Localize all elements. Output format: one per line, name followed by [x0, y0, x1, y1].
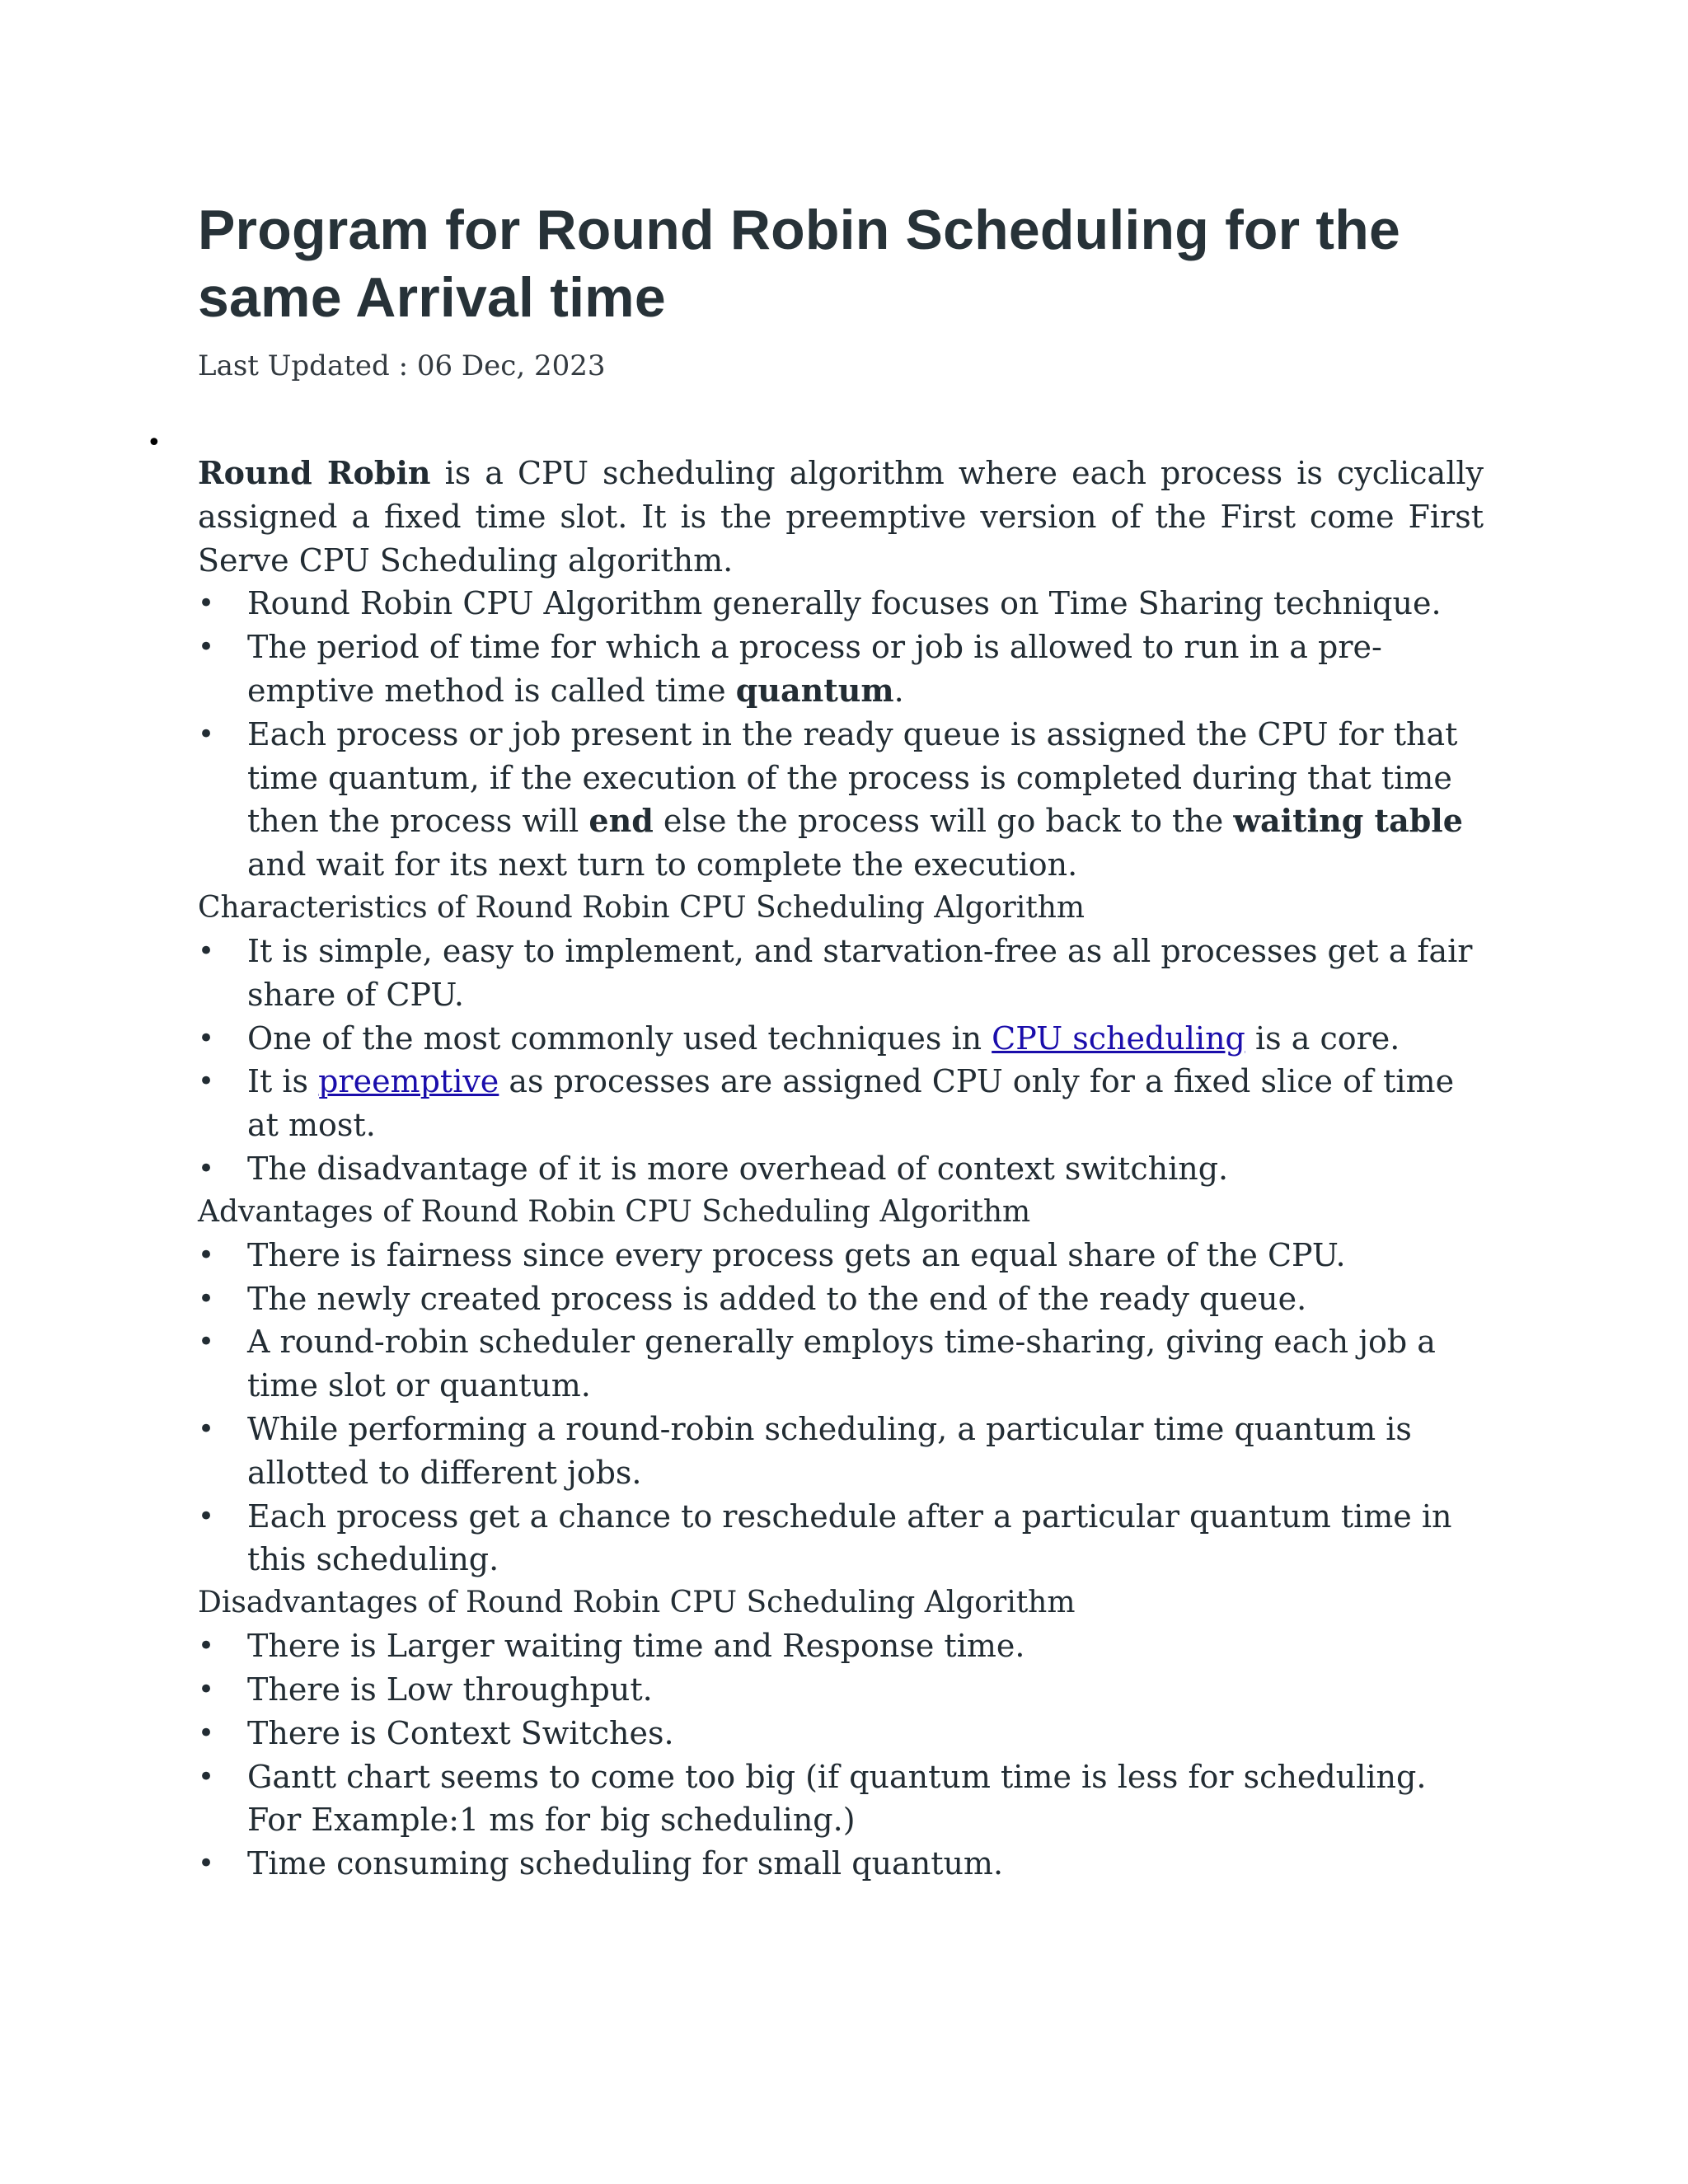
characteristics-heading: Characteristics of Round Robin CPU Scheduling Algorithm: [198, 890, 1085, 925]
list-item-text: Round Robin CPU Algorithm generally focuses on Time Sharing technique.: [247, 585, 1442, 622]
list-item-text: It is: [247, 1063, 319, 1100]
list-item: [198, 1060, 1484, 1147]
page-title: Program for Round Robin Scheduling for the same Arrival time: [198, 199, 1401, 329]
intro-text: is a CPU scheduling algorithm where each process is cyclically assigned a fixed time slot. It is the preemptive version of the First come First Serve CPU Scheduling algorithm.: [198, 455, 1484, 579]
list-item-text: Each process or job present in the ready queue is assigned the CPU for that time quantum, if the execution of the process is completed during that time then the process will: [247, 715, 1458, 840]
list-item: • Time consuming scheduling for small quantum.: [198, 1842, 1484, 1886]
list-item-text: as processes are assigned CPU only for a fixed slice of time at most.: [247, 1063, 1455, 1144]
list-item: • Each process get a chance to reschedule after a particular quantum time in this scheduling.: [198, 1495, 1484, 1582]
list-item: • There is Larger waiting time and Response time.: [198, 1624, 1484, 1668]
list-item: • There is fairness since every process gets an equal share of the CPU.: [198, 1234, 1484, 1277]
disadvantages-list: [198, 1624, 1484, 1886]
list-item: [198, 1147, 1484, 1191]
list-item-text: and wait for its next turn to complete the execution.: [247, 846, 1078, 883]
list-item: • A round-robin scheduler generally employs time-sharing, giving each job a time slot or quantum.: [198, 1320, 1484, 1408]
list-item-text: The period of time for which a process or job is allowed to run in a pre-emptive method is called time: [247, 629, 1382, 709]
last-updated-date: Last Updated : 06 Dec, 2023: [198, 349, 606, 382]
list-item-text: One of the most commonly used techniques in: [247, 1019, 992, 1057]
cpu-scheduling-link[interactable]: CPU scheduling: [992, 1019, 1245, 1057]
list-item: [198, 626, 1484, 713]
list-item-bold: end: [588, 802, 654, 840]
list-item-text: else the process will go back to the: [653, 803, 1234, 840]
intro-bold-term: Round Robin: [198, 454, 431, 491]
list-item-text: The disadvantage of it is more overhead of context switching.: [247, 1150, 1229, 1187]
list-item: [198, 713, 1484, 887]
list-item: [198, 930, 1484, 1017]
list-item: [198, 582, 1484, 626]
list-item: • The newly created process is added to the end of the ready queue.: [198, 1277, 1484, 1321]
preemptive-link[interactable]: preemptive: [318, 1063, 499, 1100]
list-item-text: .: [893, 672, 904, 709]
disadvantages-heading: Disadvantages of Round Robin CPU Scheduling Algorithm: [198, 1586, 1076, 1620]
list-item-text: It is simple, easy to implement, and starvation-free as all processes get a fair share of CPU.: [247, 932, 1473, 1013]
list-item: • There is Context Switches.: [198, 1712, 1484, 1755]
list-item-bold: quantum: [735, 671, 894, 709]
list-item: • There is Low throughput.: [198, 1668, 1484, 1712]
list-item-text: is a core.: [1245, 1019, 1400, 1057]
advantages-heading: Advantages of Round Robin CPU Scheduling Algorithm: [198, 1194, 1031, 1229]
list-item: [198, 1017, 1484, 1061]
characteristics-list: [198, 930, 1484, 1191]
advantages-list: [198, 1234, 1484, 1582]
intro-list: [198, 582, 1484, 887]
list-item-bold: waiting table: [1233, 802, 1463, 840]
intro-paragraph: [198, 452, 1484, 582]
empty-bullet: •: [147, 429, 162, 457]
list-item: • While performing a round-robin scheduling, a particular time quantum is allotted to different jobs.: [198, 1408, 1484, 1495]
article: [147, 196, 1484, 1886]
list-item: • Gantt chart seems to come too big (if quantum time is less for scheduling. For Example:1 ms for big scheduling.): [198, 1755, 1484, 1843]
